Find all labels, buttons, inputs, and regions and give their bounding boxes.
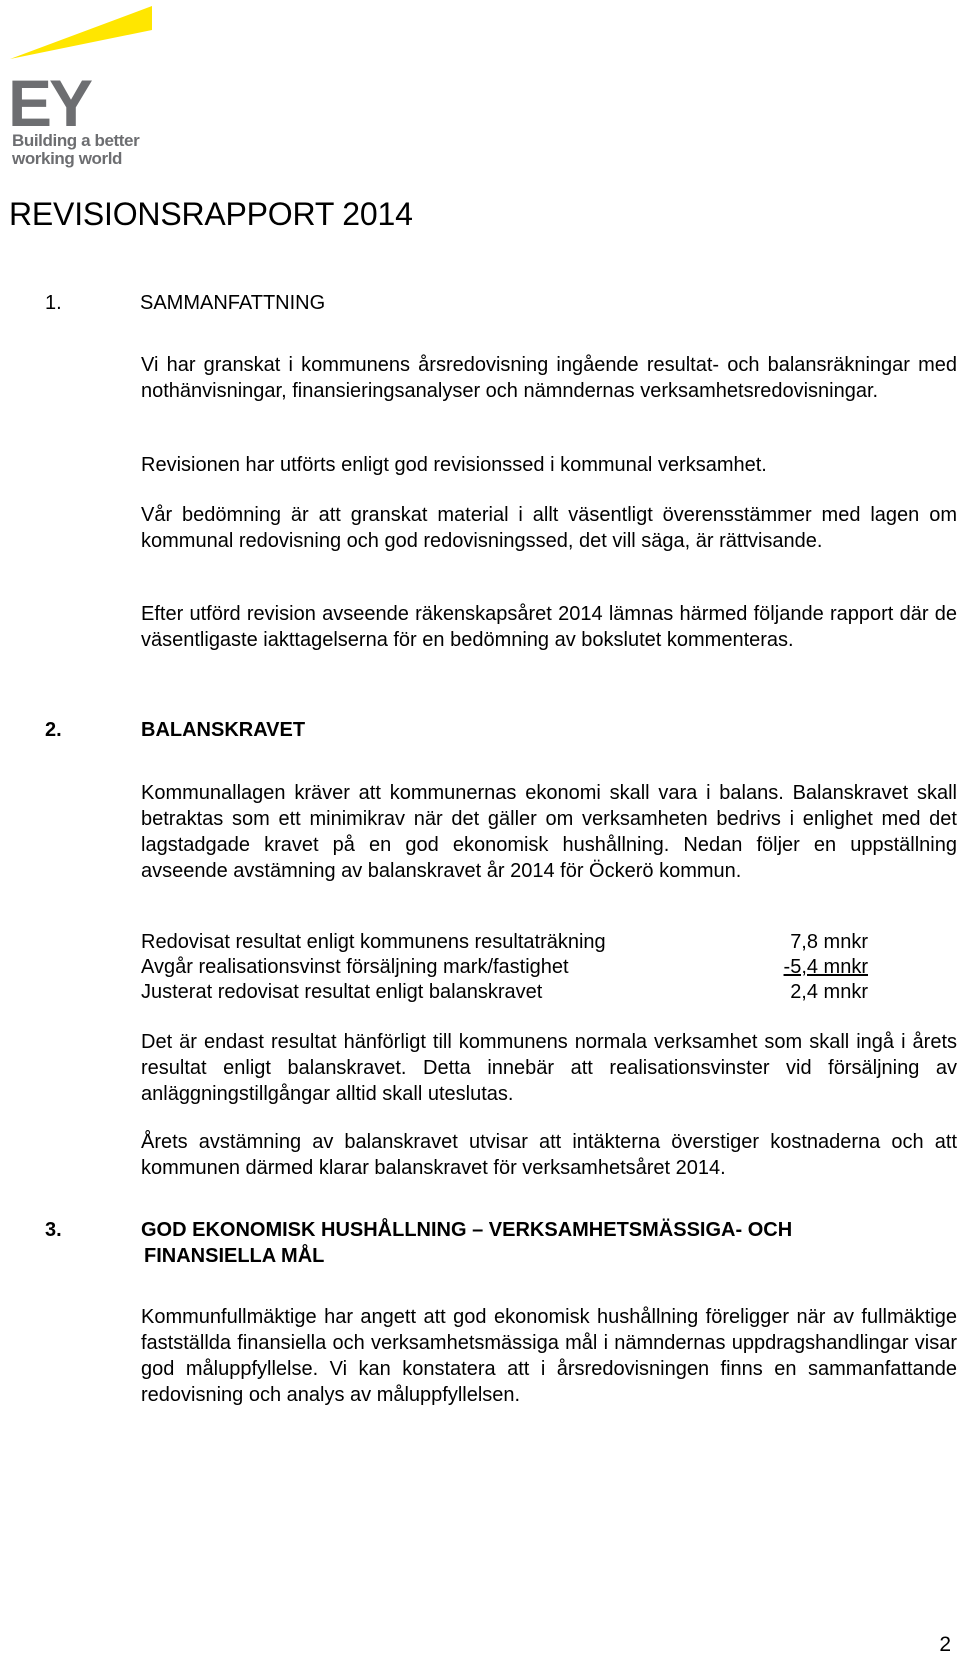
row-amount: -5,4 mnkr <box>783 956 868 978</box>
row-label: Justerat redovisat resultat enligt balanskravet <box>141 981 543 1003</box>
logo-wordmark: EY <box>10 66 91 134</box>
section-title-line-2: FINANSIELLA MÅL <box>144 1245 325 1267</box>
row-label: Avgår realisationsvinst försäljning mark/fastighet <box>141 956 569 978</box>
section-title-line-1: GOD EKONOMISK HUSHÅLLNING – VERKSAMHETSMÄSSIGA- OCH <box>141 1219 793 1241</box>
section-1-paragraph-3: Vår bedömning är att granskat material i allt väsentligt överensstämmer med lagen om kommunal redovisning och god redovisningssed, det vill säga, är rättvisande. <box>141 504 957 552</box>
table-row <box>141 929 868 955</box>
logo-beam <box>10 6 152 59</box>
section-2-paragraph-3: Årets avstämning av balanskravet utvisar att intäkterna överstiger kostnaderna och att kommunen därmed klarar balanskravet för verksamhetsåret 2014. <box>141 1131 957 1179</box>
table-row <box>141 979 868 1005</box>
page-number: 2 <box>939 1633 951 1656</box>
logo-tagline-line-2: working world <box>12 149 123 168</box>
section-2-paragraph-1: Kommunallagen kräver att kommunernas ekonomi skall vara i balans. Balanskravet skall betraktas som ett minimikrav när det gäller om verksamheten bedrivs i enlighet med det lagstadgade kravet på en god ekonomisk hushållning. Nedan följer en uppställning avseende avstämning av balanskravet år 2014 för Öckerö kommun. <box>141 782 957 882</box>
section-title: BALANSKRAVET <box>141 719 306 741</box>
section-1-paragraph-4: Efter utförd revision avseende räkenskapsåret 2014 lämnas härmed följande rapport där de väsentligaste iakttagelserna för en bedömning av bokslutet kommenteras. <box>141 603 957 651</box>
row-amount: 2,4 mnkr <box>790 981 868 1003</box>
section-number: 3. <box>45 1219 62 1241</box>
section-2-paragraph-2: Det är endast resultat hänförligt till kommunens normala verksamhet som skall ingå i årets resultat enligt balanskravet. Detta innebär att realisationsvinster vid försäljning av anläggningstillgångar alltid skall uteslutas. <box>141 1031 957 1105</box>
section-1-paragraph-2: Revisionen har utförts enligt god revisionssed i kommunal verksamhet. <box>141 454 767 476</box>
section-number: 2. <box>45 719 62 741</box>
section-1-paragraph-1: Vi har granskat i kommunens årsredovisning ingående resultat- och balansräkningar med nothänvisningar, finansieringsanalyser och nämndernas verksamhetsredovisningar. <box>141 354 957 402</box>
row-amount: 7,8 mnkr <box>790 931 868 953</box>
ey-logo <box>10 4 160 174</box>
row-label: Redovisat resultat enligt kommunens resultaträkning <box>141 931 606 953</box>
page-title: REVISIONSRAPPORT 2014 <box>9 196 413 232</box>
ey-logo-mark <box>10 4 160 134</box>
section-title: SAMMANFATTNING <box>140 292 326 314</box>
logo-tagline-line-1: Building a better <box>12 131 140 150</box>
section-number: 1. <box>45 292 62 314</box>
section-3-paragraph-1: Kommunfullmäktige har angett att god ekonomisk hushållning föreligger när av fullmäktige fastställda finansiella och verksamhetsmässiga mål i nämndernas uppdragshandlingar visar god måluppfyllelse. Vi kan konstatera att i årsredovisningen finns en sammanfattande redovisning och analys av måluppfyllelsen. <box>141 1306 957 1406</box>
table-row <box>141 954 868 980</box>
